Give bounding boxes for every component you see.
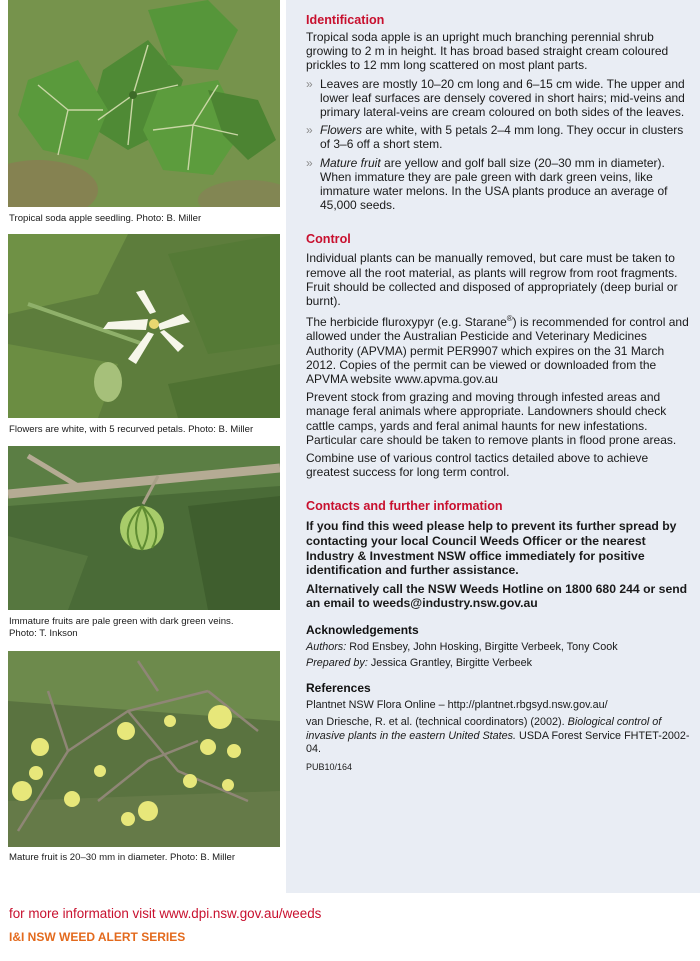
footer-more-info-link[interactable]: for more information visit www.dpi.nsw.gov.au/weeds [9,906,322,921]
bullet-fruit-paragraph [320,156,690,213]
prepared-names: Jessica Grantley, Birgitte Verbeek [367,657,533,670]
acknowledgements-authors [306,641,690,654]
reference-2-title: Biological control of invasive plants in the eastern United States. [306,716,662,742]
caption-immature-fruit-line1: Immature fruits are pale green with dark green veins. [9,616,234,627]
caption-immature-fruit-line2: Photo: T. Inkson [9,628,78,639]
contacts-heading: Contacts and further information [306,499,503,514]
contacts-p2: Alternatively call the NSW Weeds Hotline on 1800 680 244 or send an email to weeds@industry.nsw.gov.au [306,581,688,611]
control-p4: Combine use of various control tactics detailed above to achieve greatest success for long term control. [306,451,649,480]
caption-seedling: Tropical soda apple seedling. Photo: B. Miller [9,213,202,224]
identification-bullet-fruit [306,156,690,213]
identification-bullet-leaves [306,77,690,120]
identification-heading: Identification [306,13,385,27]
references-heading: References [306,680,371,695]
control-p2 [306,312,690,386]
bullet-leaves-text: Leaves are mostly 10–20 cm long and 6–15 cm wide. The upper and lower leaf surfaces are densely covered in short hairs; mid-veins and primary lateral-veins are cream coloured on both sides of the leaves. [320,76,685,120]
authors-label: Authors: [306,641,347,654]
identification-bullet-flowers [306,123,690,151]
contacts-p1: If you find this weed please help to prevent its further spread by contacting your local Council Weeds Officer or the nearest Industry & Investment NSW office immediately for positive identification and further assistance. [306,519,677,578]
reference-2-end: USDA Forest Service FHTET-2002-04. [306,729,690,756]
bullet-flowers-term: Flowers [320,123,363,138]
reference-1: Plantnet NSW Flora Online – http://plantnet.rbgsyd.nsw.gov.au/ [306,698,608,711]
info-content [306,12,690,773]
bullet-fruit-text: are yellow and golf ball size (20–30 mm in diameter). When immature they are pale green with dark green veins, like immature water melons. In the USA plants produce an average of 45,000 seeds. [320,155,668,213]
identification-intro: Tropical soda apple is an upright much branching perennial shrub growing to 2 m in height. It has broad based straight cream coloured prickles to 12 mm long scattered on most plant parts. [306,30,669,73]
photo-mature-fruit [8,651,280,847]
caption-mature-fruit: Mature fruit is 20–30 mm in diameter. Photo: B. Miller [9,852,236,863]
photo-immature-fruit [8,446,280,610]
reference-2-start: van Driesche, R. et al. (technical coordinators) (2002). [306,716,568,729]
caption-flowers: Flowers are white, with 5 recurved petals. Photo: B. Miller [9,424,254,435]
chevron-bullet-icon: » [306,123,313,138]
references-section [306,681,690,774]
bullet-fruit-term: Mature fruit [320,155,381,170]
chevron-bullet-icon: » [306,76,313,91]
control-p2-end: ) is recommended for control and allowed under the Australian Pesticide and Veterinary Medicines Authority (APVMA) permit PER9907 which expires on the 31 March 2012. Copies of the permit can be viewed or downloaded from the APVMA website www.apvma.gov.au [306,315,689,387]
publication-code: PUB10/164 [306,762,353,773]
chevron-bullet-icon: » [306,155,313,170]
reference-2 [306,716,690,756]
photo-seedling [8,0,280,207]
footer-series-title: I&I NSW WEED ALERT SERIES [9,930,186,944]
bullet-flowers-paragraph [320,123,690,151]
bullet-flowers-text: are white, with 5 petals 2–4 mm long. They occur in clusters of 3–6 off a short stem. [320,123,684,152]
acknowledgements-prepared [306,657,690,670]
authors-names: Rod Ensbey, John Hosking, Birgitte Verbeek, Tony Cook [346,641,618,654]
prepared-label: Prepared by: [306,657,368,670]
acknowledgements-section [306,623,690,671]
control-p2-registered: ® [506,314,513,324]
caption-immature-fruit [9,616,281,640]
acknowledgements-heading: Acknowledgements [306,623,419,638]
control-heading: Control [306,232,351,247]
control-p3: Prevent stock from grazing and moving through infested areas and manage feral animals where appropriate. Landowners should check cattle camps, yards and feral animal haunts for new infestations. Particular care should be taken to remove plants in flood prone areas. [306,390,677,447]
control-p2-start: The herbicide fluroxypyr (e.g. Starane [306,315,507,330]
photo-flowers [8,234,280,418]
info-panel [286,0,700,893]
control-p1: Individual plants can be manually removed, but care must be taken to remove all the root material, as plants will regrow from root fragments. Fruit should be collected and disposed of appropriately (deep burial or burnt). [306,251,678,309]
